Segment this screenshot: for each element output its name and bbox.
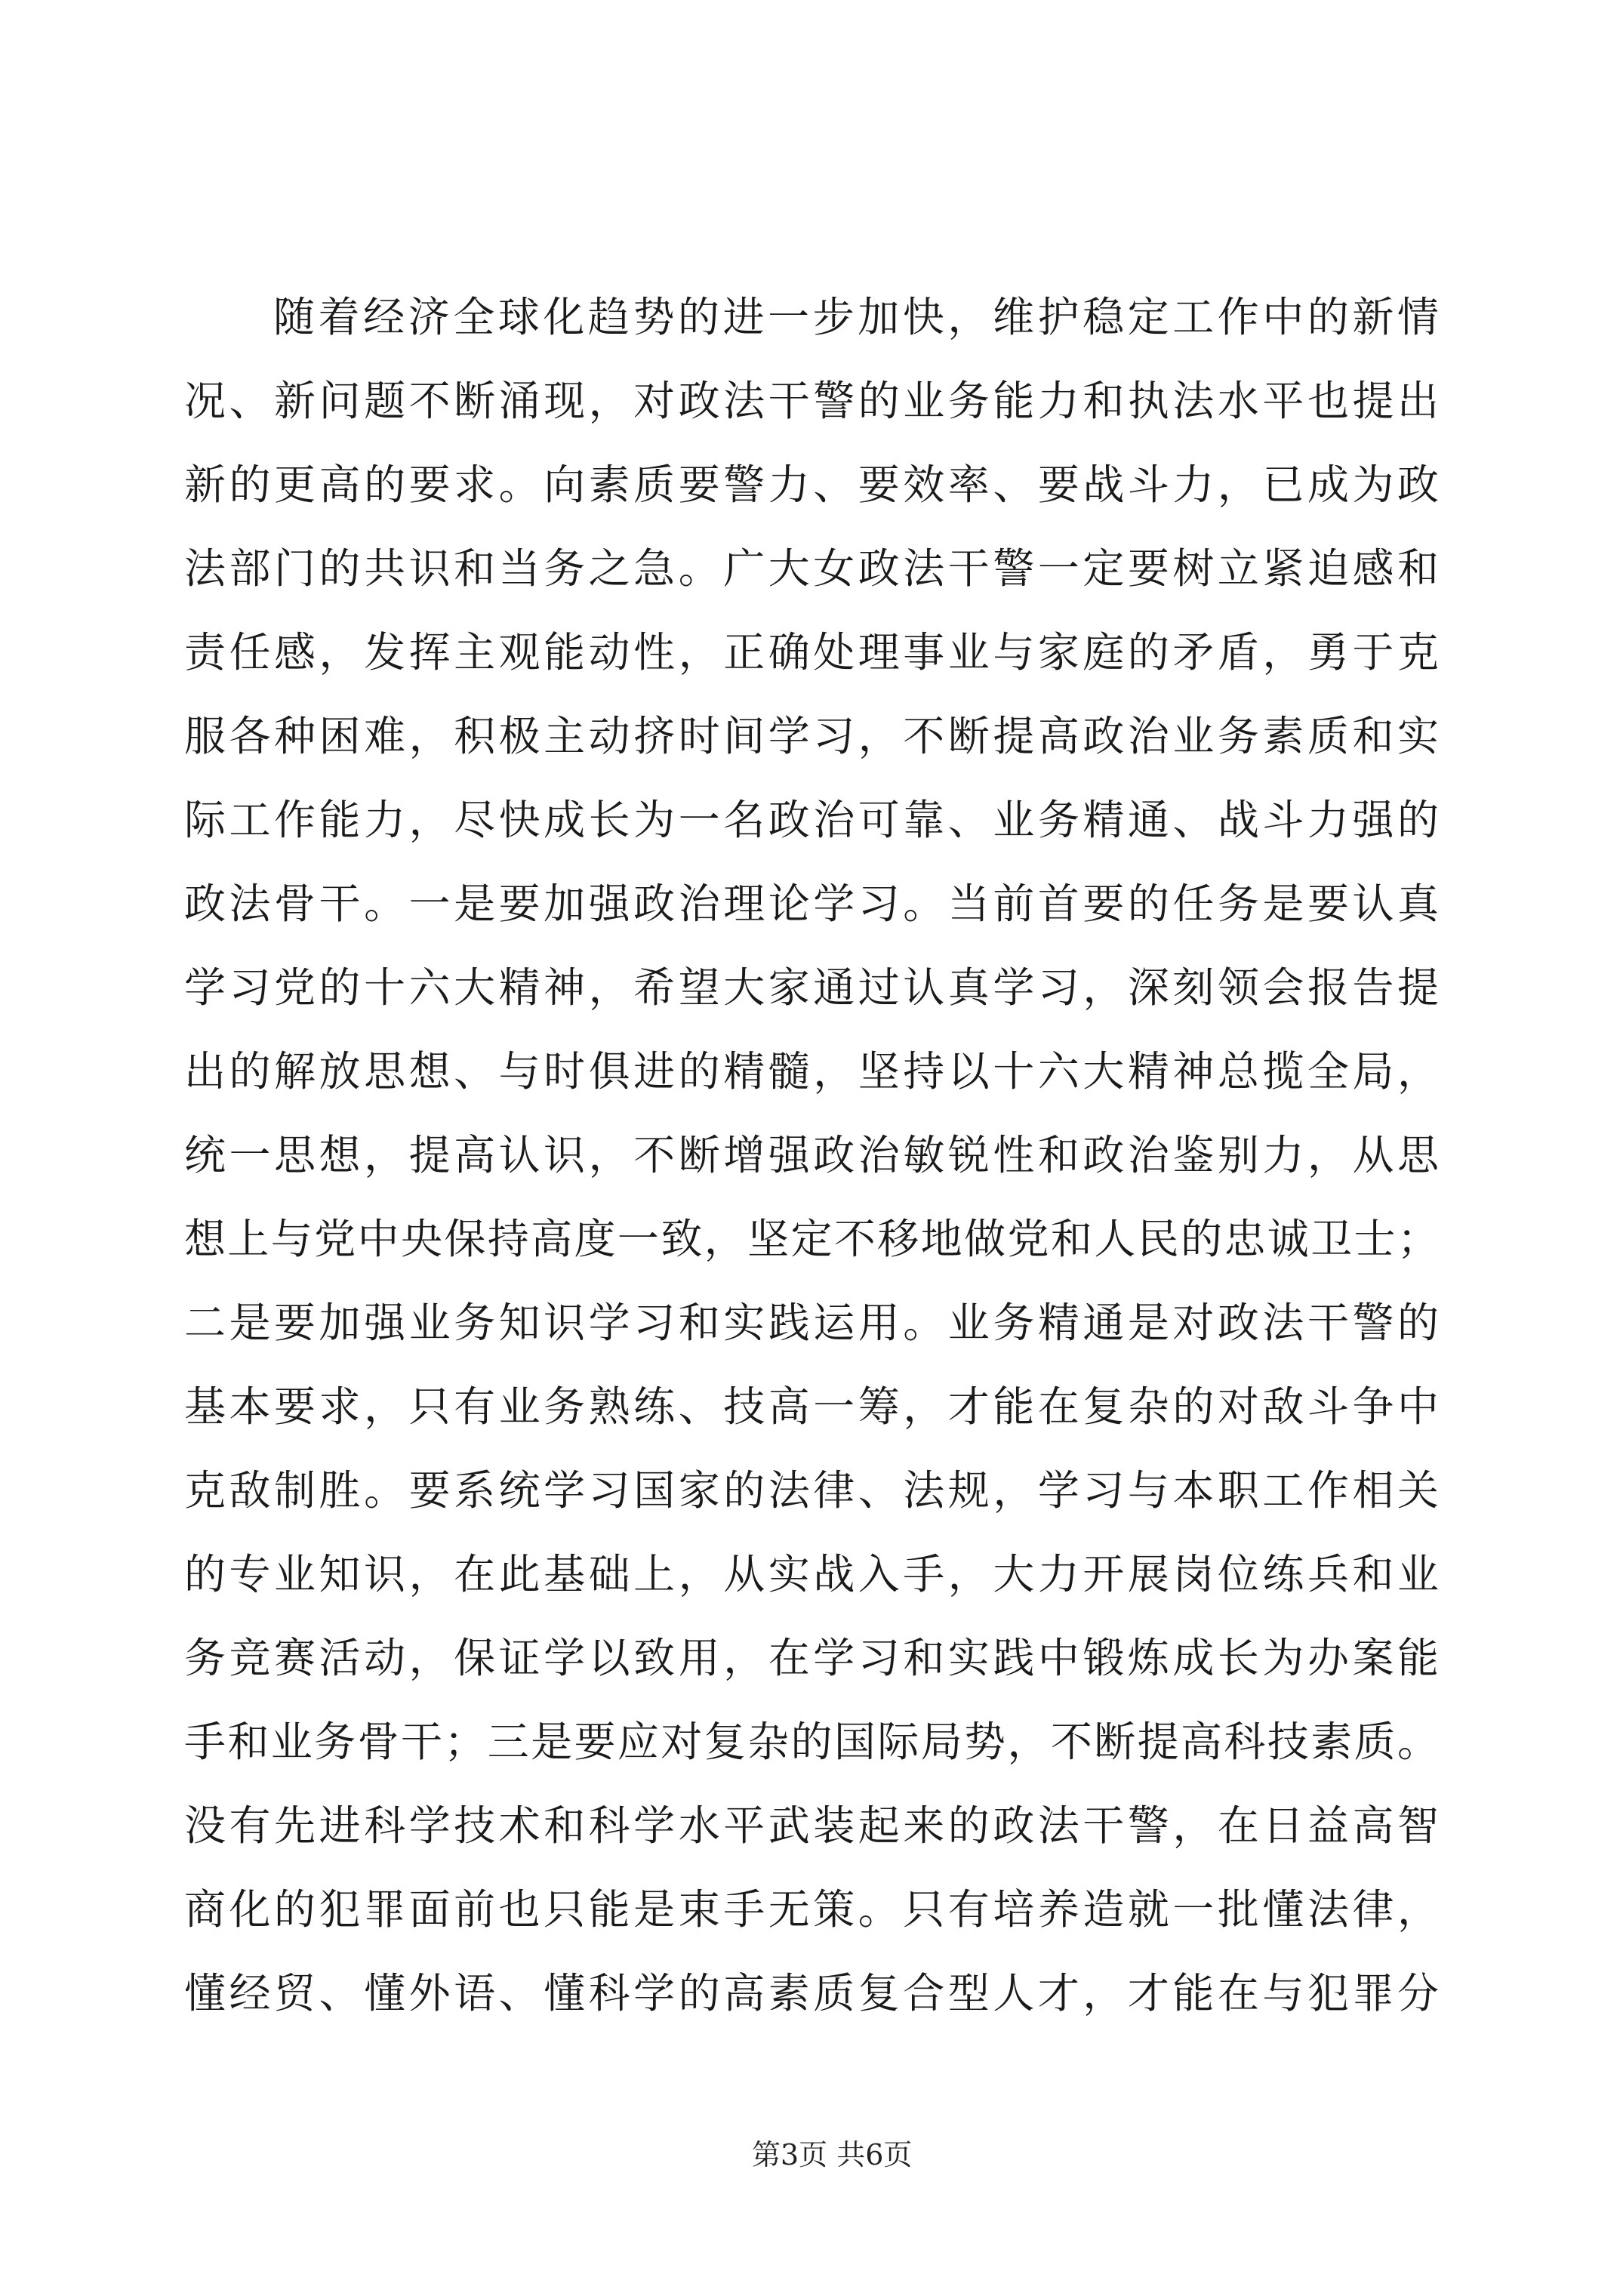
text-line: 法部门的共识和当务之急。广大女政法干警一定要树立紧迫感和 — [184, 544, 1439, 593]
text-line: 没有先进科学技术和科学水平武装起来的政法干警，在日益高智 — [184, 1801, 1439, 1850]
text-line: 服各种困难，积极主动挤时间学习，不断提高政治业务素质和实 — [184, 712, 1439, 760]
text-line: 务竞赛活动，保证学以致用，在学习和实践中锻炼成长为办案能 — [184, 1634, 1439, 1682]
text-line: 学习党的十六大精神，希望大家通过认真学习，深刻领会报告提 — [184, 963, 1439, 1012]
text-line: 手和业务骨干；三是要应对复杂的国际局势，不断提高科技素质。 — [184, 1718, 1439, 1766]
text-line: 统一思想，提高认识，不断增强政治敏锐性和政治鉴别力，从思 — [184, 1131, 1439, 1179]
text-line: 克敌制胜。要系统学习国家的法律、法规，学习与本职工作相关 — [184, 1466, 1439, 1515]
text-line: 责任感，发挥主观能动性，正确处理事业与家庭的矛盾，勇于克 — [184, 628, 1439, 676]
text-line: 出的解放思想、与时俱进的精髓，坚持以十六大精神总揽全局， — [184, 1047, 1439, 1096]
text-line: 想上与党中央保持高度一致，坚定不移地做党和人民的忠诚卫士； — [184, 1215, 1439, 1263]
text-line: 新的更高的要求。向素质要警力、要效率、要战斗力，已成为政 — [184, 461, 1439, 509]
text-line: 况、新问题不断涌现，对政法干警的业务能力和执法水平也提出 — [184, 377, 1439, 425]
text-line: 政法骨干。一是要加强政治理论学习。当前首要的任务是要认真 — [184, 880, 1439, 928]
body-paragraph — [184, 276, 1439, 2036]
text-line: 商化的犯罪面前也只能是束手无策。只有培养造就一批懂法律， — [184, 1885, 1439, 1934]
text-line: 随着经济全球化趋势的进一步加快，维护稳定工作中的新情 — [273, 293, 1439, 341]
text-line: 际工作能力，尽快成长为一名政治可靠、业务精通、战斗力强的 — [184, 796, 1439, 844]
text-line: 二是要加强业务知识学习和实践运用。业务精通是对政法干警的 — [184, 1299, 1439, 1347]
text-line: 基本要求，只有业务熟练、技高一筹，才能在复杂的对敌斗争中 — [184, 1382, 1439, 1431]
text-line: 懂经贸、懂外语、懂科学的高素质复合型人才，才能在与犯罪分 — [184, 1969, 1439, 2017]
text-line: 的专业知识，在此基础上，从实战入手，大力开展岗位练兵和业 — [184, 1550, 1439, 1598]
page-number-footer: 第3页 共6页 — [752, 2138, 913, 2171]
